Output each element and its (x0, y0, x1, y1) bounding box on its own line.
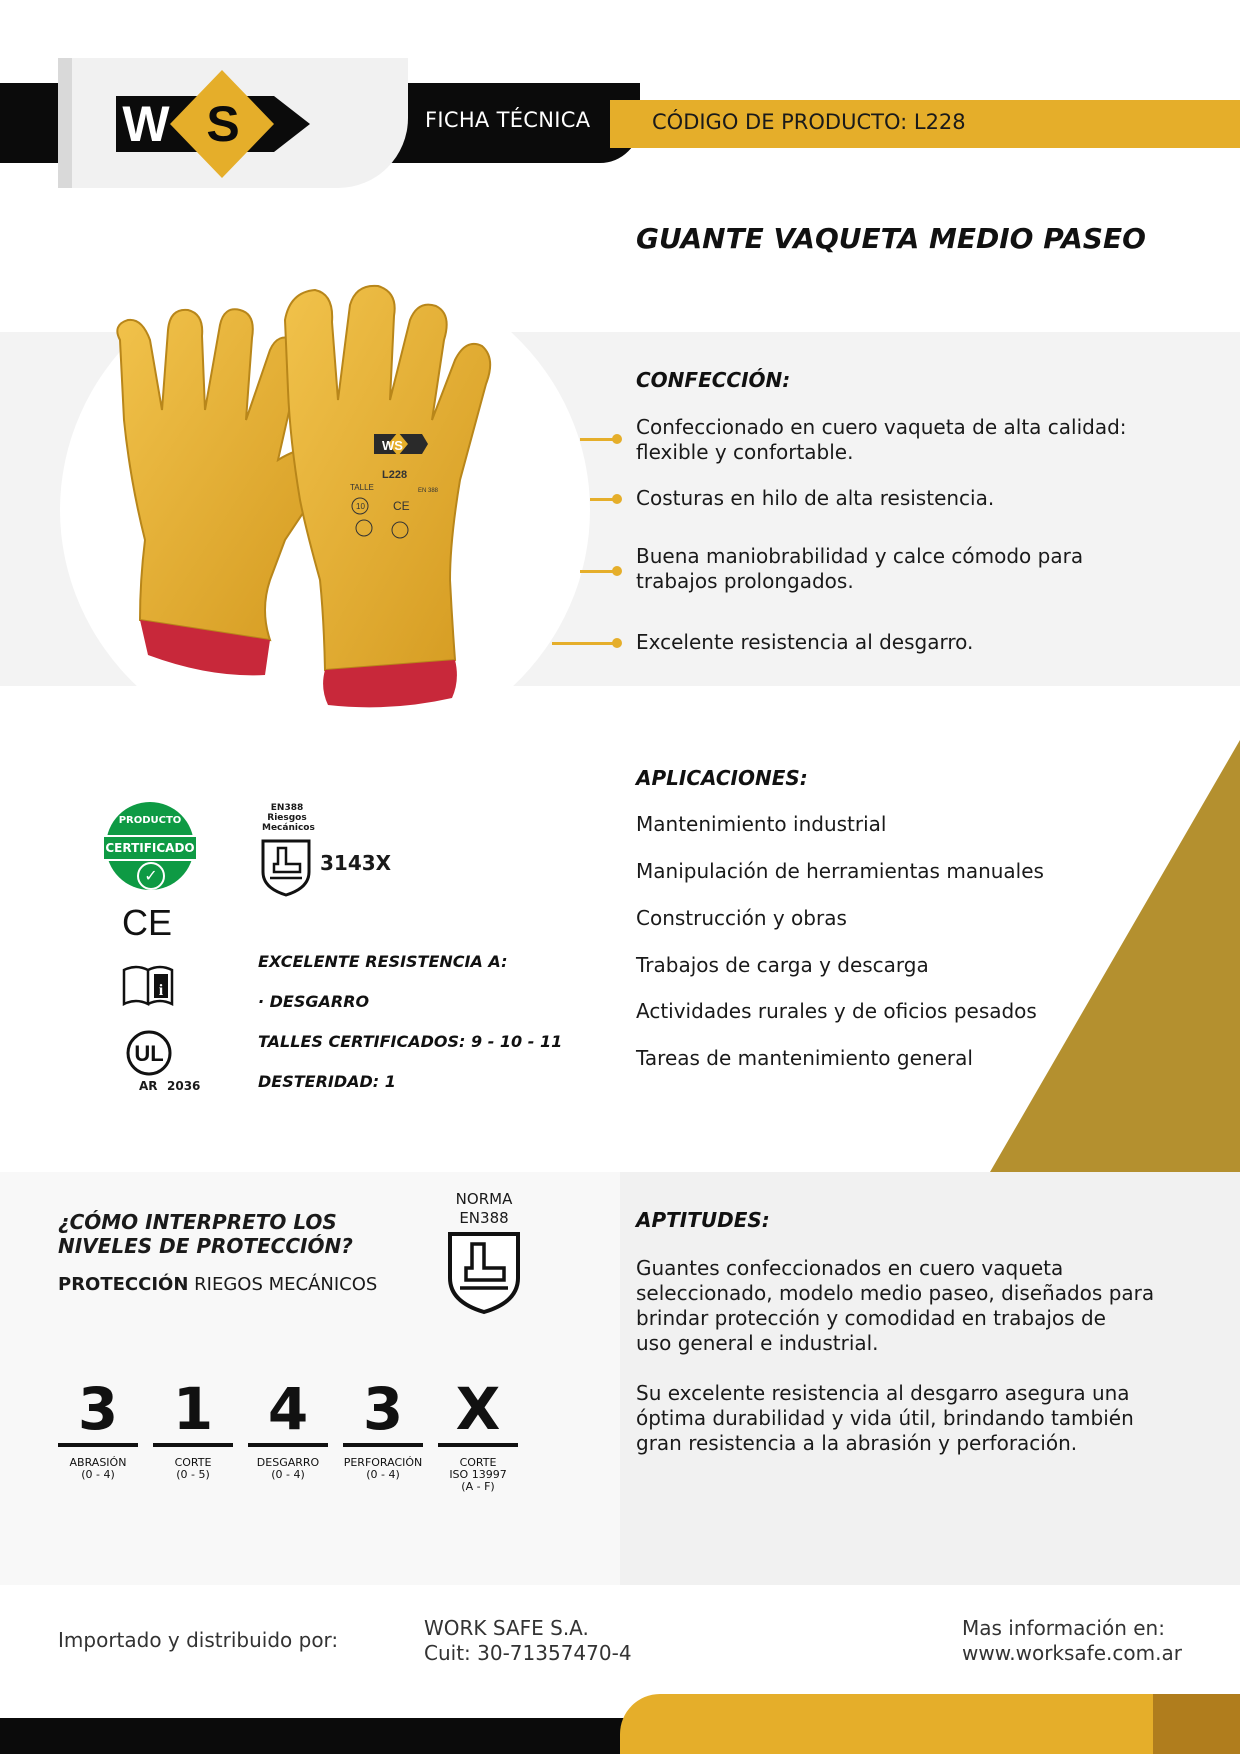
confeccion-item-4: Excelente resistencia al desgarro. (636, 630, 974, 654)
confeccion-item-3: Buena maniobrabilidad y calce cómodo para trabajos prolongados. (636, 544, 1084, 593)
level-corte: 1 CORTE (0 - 5) (153, 1375, 233, 1481)
aptitudes-paragraph-2: Su excelente resistencia al desgarro asegura una óptima durabilidad y vida útil, brindando también gran resistencia a la abrasión y perforación. (636, 1381, 1134, 1455)
product-code: CÓDIGO DE PRODUCTO: L228 (652, 110, 966, 134)
footer-black-strip (0, 1718, 640, 1754)
norma-en388-caption: NORMA EN388 (455, 1190, 513, 1227)
bullet-dot-3 (612, 566, 622, 576)
level-value: 4 (267, 1375, 309, 1443)
website-link[interactable]: www.worksafe.com.ar (962, 1641, 1182, 1665)
glove-image (110, 280, 550, 740)
footer-gold-strip (620, 1694, 1160, 1754)
aplicacion-item: Mantenimiento industrial (636, 812, 887, 836)
aplicaciones-heading: APLICACIONES: (636, 766, 808, 790)
en388-code: 3143X (320, 851, 392, 875)
level-perforacion: 3 PERFORACIÓN (0 - 4) (343, 1375, 423, 1481)
aptitudes-heading: APTITUDES: (636, 1208, 770, 1232)
brand-logo-s: S (206, 96, 240, 152)
level-value: X (455, 1375, 501, 1443)
aplicacion-item: Manipulación de herramientas manuales (636, 859, 1044, 883)
certified-badge-top: PRODUCTO (118, 815, 182, 826)
svg-text:UL: UL (134, 1041, 164, 1066)
imprint-talle: TALLE (350, 483, 374, 492)
en388-small-caption: EN388 Riesgos Mecánicos (262, 803, 315, 833)
svg-text:CE: CE (393, 499, 410, 513)
confeccion-item-1: Confeccionado en cuero vaqueta de alta calidad: flexible y confortable. (636, 415, 1127, 464)
aplicacion-item: Construcción y obras (636, 906, 847, 930)
certified-badge-band: CERTIFICADO (104, 835, 196, 861)
confeccion-item-2: Costuras en hilo de alta resistencia. (636, 486, 995, 510)
brand-logo (114, 68, 314, 180)
spec-destreza: DESTERIDAD: 1 (258, 1072, 396, 1091)
check-icon: ✓ (137, 862, 165, 890)
importado-label: Importado y distribuido por: (58, 1628, 339, 1652)
aptitudes-band (620, 1172, 1240, 1585)
level-value: 1 (172, 1375, 214, 1443)
ce-mark-icon: CE (122, 902, 173, 943)
footer-dark-gold-strip (1153, 1694, 1240, 1754)
confeccion-heading: CONFECCIÓN: (636, 368, 791, 392)
level-value: 3 (77, 1375, 119, 1443)
ul-ar-label: AR (139, 1079, 158, 1093)
ul-mark-icon (124, 1028, 174, 1078)
level-value: 3 (362, 1375, 404, 1443)
brand-logo-w: W (122, 96, 170, 152)
spec-desgarro: · DESGARRO (258, 992, 370, 1011)
level-corte-iso: X CORTE ISO 13997 (A - F) (438, 1375, 518, 1493)
imprint-model: L228 (382, 469, 408, 481)
aplicacion-item: Actividades rurales y de oficios pesados (636, 999, 1037, 1023)
company-info: WORK SAFE S.A. Cuit: 30-71357470-4 (424, 1616, 632, 1665)
norma-shield-icon (446, 1230, 522, 1316)
aplicacion-item: Trabajos de carga y descarga (636, 953, 929, 977)
en388-shield-icon (260, 838, 312, 898)
more-info: Mas información en: www.worksafe.com.ar (962, 1616, 1182, 1665)
level-desgarro: 4 DESGARRO (0 - 4) (248, 1375, 328, 1481)
aptitudes-paragraph-1: Guantes confeccionados en cuero vaqueta seleccionado, modelo medio paseo, diseñados para brindar protección y comodidad en trabajos de uso general e industrial. (636, 1256, 1155, 1355)
interpret-heading: ¿CÓMO INTERPRETO LOS NIVELES DE PROTECCIÓN? (58, 1210, 353, 1258)
decorative-triangle (990, 740, 1240, 1172)
imprint-size: 10 (356, 502, 365, 511)
bullet-dot-4 (612, 638, 622, 648)
manual-book-icon (120, 964, 180, 1008)
bullet-line-4 (552, 642, 618, 645)
aplicacion-item: Tareas de mantenimiento general (636, 1046, 973, 1070)
spec-talles: TALLES CERTIFICADOS: 9 - 10 - 11 (258, 1032, 563, 1051)
svg-text:i: i (158, 982, 164, 999)
bullet-dot-1 (612, 434, 622, 444)
proteccion-label: PROTECCIÓN RIEGOS MECÁNICOS (58, 1274, 378, 1295)
ul-ar-number: 2036 (167, 1079, 201, 1093)
bullet-dot-2 (612, 494, 622, 504)
imprint-logo: WS (382, 438, 403, 453)
ficha-tecnica-label: FICHA TÉCNICA (425, 108, 591, 132)
level-abrasion: 3 ABRASIÓN (0 - 4) (58, 1375, 138, 1481)
spec-resistencia: EXCELENTE RESISTENCIA A: (258, 952, 508, 971)
page-title: GUANTE VAQUETA MEDIO PASEO (636, 222, 1146, 255)
imprint-norma: EN 388 (418, 488, 439, 494)
